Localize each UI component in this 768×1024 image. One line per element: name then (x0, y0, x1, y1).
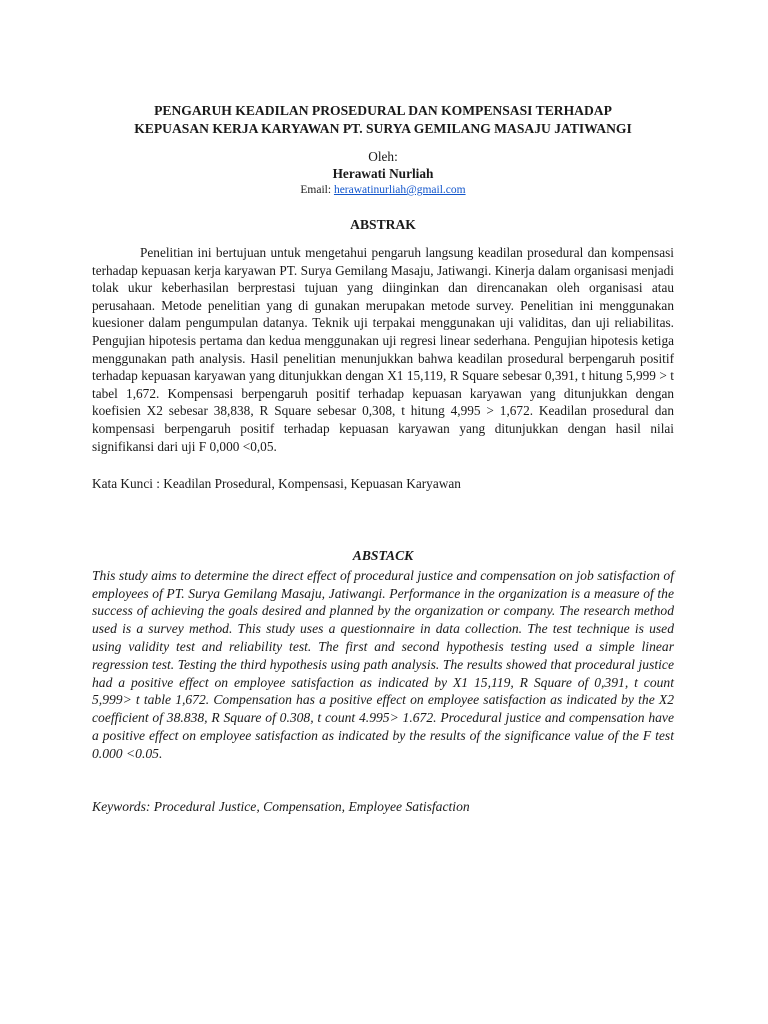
document-page (92, 102, 674, 816)
email-link[interactable]: herawatinurliah@gmail.com (333, 184, 466, 196)
email-label: Email: (300, 184, 334, 196)
by-label: Oleh: (368, 149, 398, 164)
abstack-heading: ABSTACK (352, 547, 414, 563)
abstack-body: This study aims to determine the direct effect of procedural justice and compensation on job satisfaction of employees of PT. Surya Gemilang Masaju, Jatiwangi. Performance in the organization is a measure of the success of achieving the goals desired and planned by the organization or company. The research method used is a survey method. This study uses a questionnaire in data collection. The test technique is used using validity test and reliability test. The first and second hypothesis testing used a simple linear regression test. Testing the third hypothesis using path analysis. The results showed that procedural justice had a positive effect on employee satisfaction as indicated by X1 15,119, R Square of 0,391, t count 5,999> t table 1,672. Compensation has a positive effect on employee satisfaction as indicated by the X2 coefficient of 38.838, R Square of 0.308, t count 4.995> 1.672. Procedural justice and compensation have a positive effect on employee satisfaction as indicated by the results of the significance value of the F test 0.000 <0.05. (92, 567, 674, 761)
title-line-1: PENGARUH KEADILAN PROSEDURAL DAN KOMPENSASI TERHADAP (154, 103, 612, 118)
paper-title (92, 102, 674, 138)
abstrak-body: Penelitian ini bertujuan untuk mengetahui pengaruh langsung keadilan prosedural dan kompensasi terhadap kepuasan kerja karyawan PT. Surya Gemilang Masaju, Jatiwangi. Kinerja dalam organisasi menjadi tolak ukur keberhasilan berprestasi tujuan yang diinginkan dan direncanakan oleh organisasi atau perusahaan. Metode penelitian yang di gunakan merupakan metode survey. Penelitian ini menggunakan kuesioner dalam pengumpulan datanya. Teknik uji terpakai menggunakan uji validitas, dan uji reliabilitas. Pengujian hipotesis pertama dan kedua menggunakan uji regresi linear sederhana. Pengujian hipotesis ketiga menggunakan path analysis. Hasil penelitian menunjukkan bahwa keadilan prosedural berpengaruh positif terhadap kepuasan karyawan yang ditunjukkan dengan X1 15,119, R Square sebesar 0,391, t hitung 5,999 > t tabel 1,672. Kompensasi berpengaruh positif terhadap kepuasan karyawan yang ditunjukkan dengan koefisien X2 sebesar 38,838, R Square sebesar 0,308, t hitung 4,995 > 1,672. Keadilan prosedural dan kompensasi berpengaruh positif terhadap kepuasan karyawan yang ditunjukkan dengan hasil nilai signifikansi dari uji F 0,000 <0,05. (92, 245, 674, 454)
author-name: Herawati Nurliah (332, 166, 434, 181)
keywords: Keywords: Procedural Justice, Compensation, Employee Satisfaction (92, 799, 470, 815)
kata-kunci: Kata Kunci : Keadilan Prosedural, Kompensasi, Kepuasan Karyawan (92, 476, 461, 492)
title-line-2: KEPUASAN KERJA KARYAWAN PT. SURYA GEMILANG MASAJU JATIWANGI (134, 121, 632, 136)
abstrak-heading: ABSTRAK (350, 217, 416, 232)
email-line (92, 182, 674, 198)
